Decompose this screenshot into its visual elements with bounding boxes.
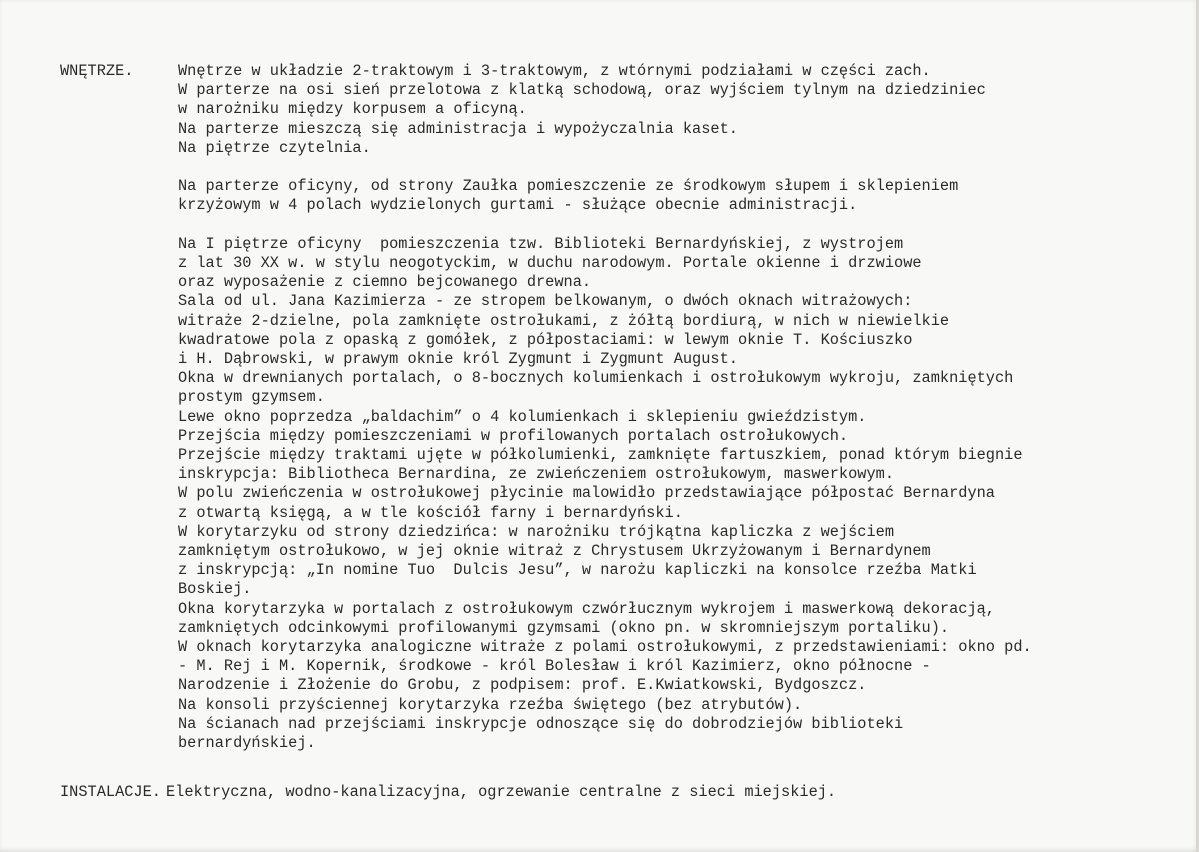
text-line: oraz wyposażenie z ciemno bejcowanego drewna. [178,273,592,292]
text-line: W parterze na osi sień przelotowa z klatką schodową, oraz wyjściem tylnym na dziedziniec [178,81,986,100]
text-line: Na piętrze czytelnia. [178,138,371,157]
section-label: INSTALACJE. [60,783,161,801]
text-line: i H. Dąbrowski, w prawym oknie król Zygmunt i Zygmunt August. [178,350,738,369]
text-line: kwadratowe pola z opaską z gomółek, z półpostaciami: w lewym oknie T. Kościuszko [178,330,913,349]
text-line: krzyżowym w 4 polach wydzielonych gurtami - służące obecnie administracji. [178,196,858,215]
text-line: Na ścianach nad przejściami inskrypcje odnoszące się do dobrodziejów biblioteki [178,714,904,733]
text-line: Okna w drewnianych portalach, o 8-bocznych kolumienkach i ostrołukowym wykroju, zamkniętych [178,369,1014,388]
text-line: Na konsoli przyściennej korytarzyka rzeźba świętego (bez atrybutów). [178,695,803,714]
text-line: z lat 30 XX w. w stylu neogotyckim, w duchu narodowym. Portale okienne i drzwiowe [178,254,922,272]
text-line: Przejścia między pomieszczeniami w profilowanych portalach ostrołukowych. [178,426,849,445]
text-line: - M. Rej i M. Kopernik, środkowe - król Bolesław i król Kazimierz, okno północne - [178,657,931,676]
text-line: W korytarzyku od strony dziedzińca: w narożniku trójkątna kapliczka z wejściem [178,522,895,541]
text-line: Na parterze oficyny, od strony Zaułka pomieszczenie ze środkowym słupem i sklepieniem [178,177,959,196]
text-line: W polu zwieńczenia w ostrołukowej płycinie malowidło przedstawiające półpostać Bernardyna [178,484,995,503]
text-line: W oknach korytarzyka analogiczne witraże z polami ostrołukowymi, z przedstawieniami: okno pd. [178,638,1032,657]
text-line: Lewe okno poprzedza „baldachim” o 4 kolumienkach i sklepieniu gwieździstym. [178,407,867,426]
text-line: Na I piętrze oficyny pomieszczenia tzw. Biblioteki Bernardyńskiej, z wystrojem [178,234,904,253]
section-label: WNĘTRZE. [60,62,134,80]
text-line: inskrypcja: Bibliotheca Bernardina, ze zwieńczeniem ostrołukowym, maswerkowym. [178,465,895,484]
text-line: zamkniętych odcinkowymi profilowanymi gzymsami (okno pn. w skromniejszym portaliku). [178,618,950,637]
text-line: bernardyńskiej. [178,734,316,753]
text-line: Okna korytarzyka w portalach z ostrołukowym czwórłucznym wykrojem i maswerkową dekoracją, [178,599,995,618]
paragraph [178,62,1032,158]
text-line: Sala od ul. Jana Kazimierza - ze stropem belkowanym, o dwóch oknach witrażowych: [178,292,913,311]
text-line: prostym gzymsem. [178,388,325,407]
text-line: Boskiej. [178,580,252,599]
section-body-text: Elektryczna, wodno-kanalizacyjna, ogrzewanie centralne z sieci miejskiej. [166,783,837,801]
text-line: Na parterze mieszczą się administracja i wypożyczalnia kaset. [178,119,738,138]
paragraph [178,235,1032,753]
text-line: z inskrypcją: „In nomine Tuo Dulcis Jesu”, w narożu kapliczki na konsolce rzeźba Matki [178,561,977,580]
text-line: Przejście między traktami ujęte w półkolumienki, zamknięte fartuszkiem, ponad którym biegnie [178,446,1023,465]
text-line: Wnętrze w układzie 2-traktowym i 3-traktowym, z wtórnymi podziałami w części zach. [178,62,931,80]
text-line: z otwartą księgą, a w tle kościół farny i bernardyński. [178,503,683,522]
text-line: zamkniętym ostrołukowo, w jej oknie witraż z Chrystusem Ukrzyżowanym i Bernardynem [178,542,931,561]
text-line: Narodzenie i Złożenie do Grobu, z podpisem: prof. E.Kwiatkowski, Bydgoszcz. [178,676,867,695]
section-body [178,62,1032,772]
text-line: w narożniku między korpusem a oficyną. [178,100,527,119]
paragraph [178,177,1032,215]
text-line: witraże 2-dzielne, pola zamknięte ostrołukami, z żółtą bordiurą, w nich w niewielkie [178,311,950,330]
